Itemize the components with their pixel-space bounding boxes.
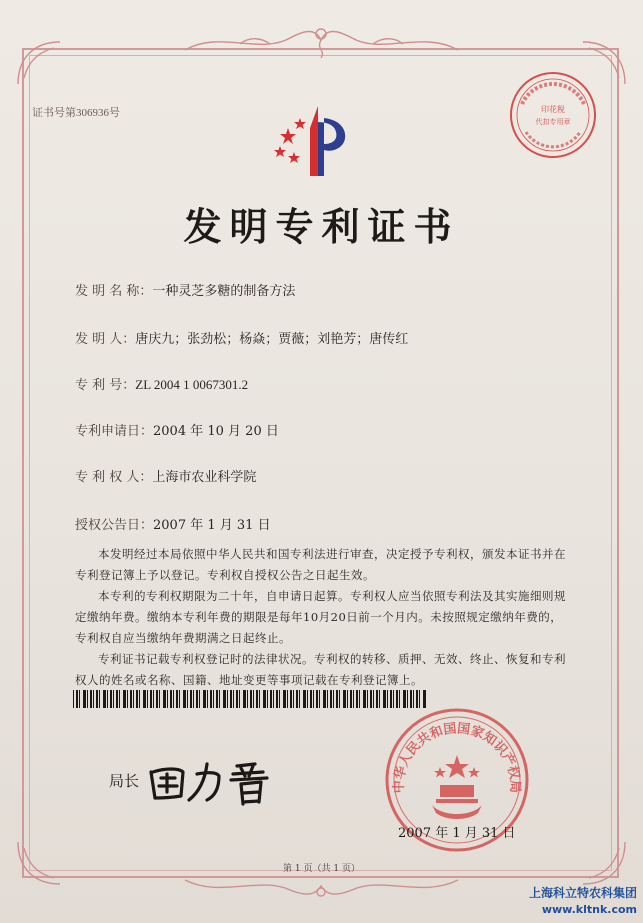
barcode-bar	[359, 690, 360, 708]
barcode-bar	[323, 690, 326, 708]
barcode-bar	[347, 690, 348, 708]
field-label: 发 明 名 称：	[75, 284, 153, 299]
barcode-bar	[376, 690, 378, 708]
barcode-bar	[290, 690, 292, 708]
field-value: 一种灵芝多糖的制备方法	[152, 284, 296, 299]
certificate-serial-number: 证书号第306936号	[32, 107, 120, 119]
issue-date: 2007 年 1 月 31 日	[398, 826, 516, 841]
barcode-bar	[123, 690, 126, 708]
barcode-bar	[167, 690, 168, 708]
barcode-bar	[199, 690, 200, 708]
body-paragraph: 本发明经过本局依照中华人民共和国专利法进行审查，决定授予专利权，颁发本证书并在专利登记簿上予以登记。专利权自授权公告之日起生效。	[75, 547, 566, 582]
watermark-company: 上海科立特农科集团	[528, 886, 637, 900]
barcode-bar	[83, 690, 86, 708]
barcode-bar	[267, 690, 268, 708]
barcode-bar	[96, 690, 98, 708]
barcode-bar	[207, 690, 208, 708]
barcode-bar	[139, 690, 140, 708]
barcode-bar	[263, 690, 266, 708]
barcode-bar	[136, 690, 138, 708]
barcode-bar	[156, 690, 158, 708]
field-value: ZL 2004 1 0067301.2	[135, 377, 249, 392]
barcode-bar	[173, 690, 174, 708]
field-value: 上海市农业科学院	[152, 470, 257, 485]
barcode-bar	[90, 690, 92, 708]
barcode-bar	[259, 690, 260, 708]
field-value: 2004 年 10 月 20 日	[153, 424, 279, 439]
barcode-bar	[213, 690, 214, 708]
barcode-bar	[327, 690, 328, 708]
barcode-bar	[356, 690, 358, 708]
barcode-bar	[373, 690, 374, 708]
barcode-bar	[239, 690, 240, 708]
barcode-bar	[310, 690, 312, 708]
field-label: 授权公告日：	[75, 518, 154, 533]
barcode-bar	[333, 690, 334, 708]
barcode-bar	[183, 690, 186, 708]
barcode-bar	[110, 690, 112, 708]
body-paragraph: 本专利的专利权期限为二十年，自申请日起算。专利权人应当依照专利法及其实施细则规定缴纳年费。缴纳本专利年费的期限是每年10月20日前一个月内。未按照规定缴纳年费的，专利权自应当缴纳年费期满之日起终止。	[75, 589, 566, 645]
barcode-bar	[170, 690, 172, 708]
barcode-bar	[143, 690, 146, 708]
field-patentee	[75, 466, 256, 485]
watermark-url: www.kltnk.com	[541, 903, 637, 916]
barcode-bar	[133, 690, 134, 708]
barcode-bar	[283, 690, 286, 708]
barcode-bar	[243, 690, 246, 708]
svg-text:代扣专用章: 代扣专用章	[535, 118, 571, 126]
field-patent-number	[75, 374, 248, 393]
barcode-bar	[330, 690, 332, 708]
barcode-bar	[296, 690, 298, 708]
barcode-bar	[107, 690, 108, 708]
barcode-bar	[299, 690, 300, 708]
barcode-bar	[79, 690, 80, 708]
field-value: 唐庆九；张劲松；杨焱；贾薇；刘艳芳；唐传红	[135, 332, 409, 347]
bottom-ornament	[180, 872, 463, 902]
barcode-bar	[176, 690, 178, 708]
barcode-bar	[127, 690, 128, 708]
barcode-bar	[367, 690, 368, 708]
barcode-bar	[230, 690, 232, 708]
barcode-bar	[163, 690, 166, 708]
barcode-bar	[276, 690, 278, 708]
barcode-bar	[363, 690, 366, 708]
barcode-bar	[303, 690, 306, 708]
barcode-bar	[336, 690, 338, 708]
barcode-bar	[150, 690, 152, 708]
barcode-bar	[273, 690, 274, 708]
barcode-bar	[147, 690, 148, 708]
barcode-bar	[236, 690, 238, 708]
barcode-bar	[370, 690, 372, 708]
svg-text:印花税: 印花税	[541, 105, 565, 114]
barcode-bar	[159, 690, 160, 708]
barcode-bar	[353, 690, 354, 708]
barcode-bar	[103, 690, 106, 708]
barcode-bar	[87, 690, 88, 708]
barcode-bar	[313, 690, 314, 708]
barcode-bar	[223, 690, 226, 708]
barcode	[73, 690, 428, 708]
barcode-bar	[196, 690, 198, 708]
field-inventors	[75, 328, 408, 347]
barcode-bar	[187, 690, 188, 708]
barcode-bar	[307, 690, 308, 708]
barcode-bar	[233, 690, 234, 708]
barcode-bar	[319, 690, 320, 708]
barcode-bar	[247, 690, 248, 708]
field-label: 专 利 权 人：	[75, 470, 153, 485]
director-signature	[145, 752, 275, 812]
corner-ornament-top-left	[14, 38, 64, 88]
body-paragraph: 专利证书记载专利权登记时的法律状况。专利权的转移、质押、无效、终止、恢复和专利权人的姓名或名称、国籍、地址变更等事项记载在专利登记簿上。	[75, 652, 566, 687]
barcode-bar	[93, 690, 94, 708]
top-ornament	[180, 20, 463, 60]
field-grant-date	[75, 514, 271, 533]
barcode-bar	[293, 690, 294, 708]
patent-office-logo	[270, 98, 360, 178]
barcode-bar	[73, 690, 74, 708]
field-label: 专 利 号：	[75, 378, 136, 393]
field-value: 2007 年 1 月 31 日	[153, 518, 271, 533]
barcode-bar	[219, 690, 220, 708]
barcode-bar	[379, 690, 380, 708]
barcode-bar	[99, 690, 100, 708]
barcode-bar	[113, 690, 114, 708]
barcode-bar	[279, 690, 280, 708]
director-label: 局长	[109, 772, 140, 790]
barcode-bar	[253, 690, 254, 708]
barcode-bar	[179, 690, 180, 708]
barcode-bar	[76, 690, 78, 708]
page-number: 第 1 页（共 1 页）	[283, 864, 360, 874]
barcode-bar	[350, 690, 352, 708]
seal-text: 中华人民共和国国家知识产权局	[391, 721, 523, 794]
barcode-bar	[210, 690, 212, 708]
barcode-bar	[227, 690, 228, 708]
barcode-bar	[153, 690, 154, 708]
certificate-body-text	[75, 544, 570, 691]
field-invention-name	[75, 280, 295, 299]
barcode-bar	[287, 690, 288, 708]
barcode-bar	[270, 690, 272, 708]
barcode-bar	[190, 690, 192, 708]
field-label: 发 明 人：	[75, 332, 136, 347]
barcode-bar	[130, 690, 132, 708]
barcode-bar	[256, 690, 258, 708]
barcode-bar	[250, 690, 252, 708]
barcode-bar	[193, 690, 194, 708]
barcode-bar	[216, 690, 218, 708]
barcode-bar	[119, 690, 120, 708]
barcode-bar	[116, 690, 118, 708]
field-application-date	[75, 420, 279, 439]
field-label: 专利申请日：	[75, 424, 154, 439]
barcode-bar	[203, 690, 206, 708]
barcode-bar	[339, 690, 340, 708]
certificate-title: 发明专利证书	[183, 204, 460, 249]
barcode-bar	[316, 690, 318, 708]
barcode-bar	[343, 690, 346, 708]
tax-stamp-seal	[508, 70, 598, 160]
